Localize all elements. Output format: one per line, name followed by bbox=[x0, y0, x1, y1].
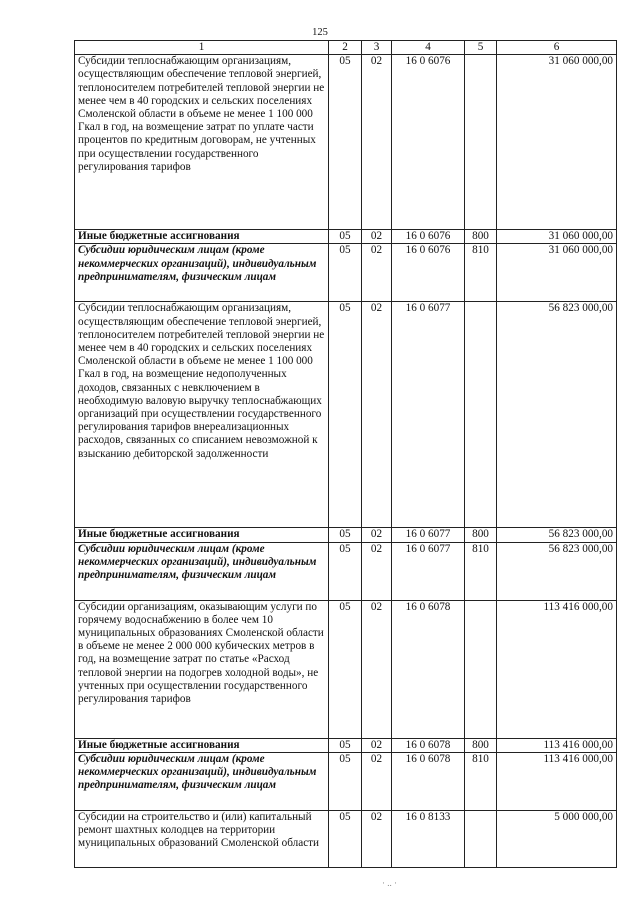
row-amount: 113 416 000,00 bbox=[497, 600, 617, 738]
row-subsection: 02 bbox=[362, 600, 392, 738]
row-target-article: 16 0 6077 bbox=[392, 302, 465, 528]
column-header: 6 bbox=[497, 41, 617, 55]
column-header: 2 bbox=[329, 41, 362, 55]
row-target-article: 16 0 6077 bbox=[392, 528, 465, 542]
row-amount: 56 823 000,00 bbox=[497, 528, 617, 542]
row-target-article: 16 0 8133 bbox=[392, 810, 465, 867]
row-subsection: 02 bbox=[362, 528, 392, 542]
table-row bbox=[75, 600, 617, 738]
row-subsection: 02 bbox=[362, 542, 392, 600]
row-name: Иные бюджетные ассигнования bbox=[75, 738, 329, 752]
row-name: Субсидии на строительство и (или) капитальный ремонт шахтных колодцев на территории муниципальных образований Смоленской области bbox=[75, 810, 329, 867]
column-header: 4 bbox=[392, 41, 465, 55]
row-section: 05 bbox=[329, 738, 362, 752]
column-header: 3 bbox=[362, 41, 392, 55]
row-section: 05 bbox=[329, 542, 362, 600]
row-subsection: 02 bbox=[362, 244, 392, 302]
table-row bbox=[75, 302, 617, 528]
row-amount: 31 060 000,00 bbox=[497, 244, 617, 302]
row-section: 05 bbox=[329, 302, 362, 528]
row-target-article: 16 0 6076 bbox=[392, 230, 465, 244]
table-row bbox=[75, 738, 617, 752]
row-name: Субсидии юридическим лицам (кроме некоммерческих организаций), индивидуальным предпринимателям, физическим лицам bbox=[75, 542, 329, 600]
table-row bbox=[75, 542, 617, 600]
table-row bbox=[75, 230, 617, 244]
row-expense-type: 810 bbox=[465, 542, 497, 600]
row-target-article: 16 0 6078 bbox=[392, 600, 465, 738]
row-expense-type: 800 bbox=[465, 738, 497, 752]
row-target-article: 16 0 6078 bbox=[392, 738, 465, 752]
row-section: 05 bbox=[329, 752, 362, 810]
row-target-article: 16 0 6078 bbox=[392, 752, 465, 810]
row-section: 05 bbox=[329, 600, 362, 738]
row-section: 05 bbox=[329, 528, 362, 542]
row-expense-type bbox=[465, 55, 497, 230]
row-amount: 113 416 000,00 bbox=[497, 738, 617, 752]
table-row bbox=[75, 810, 617, 867]
row-target-article: 16 0 6077 bbox=[392, 542, 465, 600]
row-amount: 5 000 000,00 bbox=[497, 810, 617, 867]
row-target-article: 16 0 6076 bbox=[392, 55, 465, 230]
row-expense-type: 800 bbox=[465, 528, 497, 542]
column-header: 5 bbox=[465, 41, 497, 55]
row-expense-type: 810 bbox=[465, 244, 497, 302]
row-name: Субсидии теплоснабжающим организациям, осуществляющим обеспечение тепловой энергией, теплоносителем потребителей тепловой энергии не менее чем в 40 городских и сельских поселениях Смоленской области в объеме не менее 1 100 000 Гкал в год, на возмещение недополученных доходов, связанных с невключением в необходимую валовую выручку теплоснабжающих организаций при осуществлении государственного регулирования тарифов внереализационных расходов, связанных со списанием невозможной к взысканию дебиторской задолженности bbox=[75, 302, 329, 528]
row-expense-type: 800 bbox=[465, 230, 497, 244]
row-subsection: 02 bbox=[362, 752, 392, 810]
page-number: 125 bbox=[312, 27, 328, 38]
row-subsection: 02 bbox=[362, 302, 392, 528]
table-row bbox=[75, 528, 617, 542]
header-row bbox=[75, 41, 617, 55]
table-row bbox=[75, 55, 617, 230]
row-section: 05 bbox=[329, 55, 362, 230]
row-name: Субсидии организациям, оказывающим услуги по горячему водоснабжению в более чем 10 муниципальных образованиях Смоленской области в объеме не менее 2 000 000 кубических метров в год, на возмещение затрат по статье «Расход тепловой энергии на подогрев холодной воды», не учтенных при осуществлении государственного регулирования тарифов bbox=[75, 600, 329, 738]
row-expense-type bbox=[465, 600, 497, 738]
row-subsection: 02 bbox=[362, 230, 392, 244]
row-name: Иные бюджетные ассигнования bbox=[75, 230, 329, 244]
row-amount: 56 823 000,00 bbox=[497, 302, 617, 528]
row-expense-type bbox=[465, 810, 497, 867]
row-name: Иные бюджетные ассигнования bbox=[75, 528, 329, 542]
row-section: 05 bbox=[329, 230, 362, 244]
row-expense-type bbox=[465, 302, 497, 528]
budget-table bbox=[74, 40, 617, 868]
row-subsection: 02 bbox=[362, 810, 392, 867]
row-name: Субсидии теплоснабжающим организациям, осуществляющим обеспечение тепловой энергией, теплоносителем потребителей тепловой энергии не менее чем в 40 городских и сельских поселениях Смоленской области в объеме не менее 1 100 000 Гкал в год, на возмещение затрат по уплате части процентов по кредитным договорам, не учтенных при осуществлении государственного регулирования тарифов bbox=[75, 55, 329, 230]
row-section: 05 bbox=[329, 244, 362, 302]
table-row bbox=[75, 244, 617, 302]
row-subsection: 02 bbox=[362, 738, 392, 752]
row-amount: 56 823 000,00 bbox=[497, 542, 617, 600]
table-row bbox=[75, 752, 617, 810]
scan-speckle: · .. · bbox=[382, 878, 397, 888]
row-subsection: 02 bbox=[362, 55, 392, 230]
column-header: 1 bbox=[75, 41, 329, 55]
row-amount: 31 060 000,00 bbox=[497, 55, 617, 230]
row-target-article: 16 0 6076 bbox=[392, 244, 465, 302]
row-amount: 113 416 000,00 bbox=[497, 752, 617, 810]
row-section: 05 bbox=[329, 810, 362, 867]
row-amount: 31 060 000,00 bbox=[497, 230, 617, 244]
row-name: Субсидии юридическим лицам (кроме некоммерческих организаций), индивидуальным предпринимателям, физическим лицам bbox=[75, 752, 329, 810]
row-expense-type: 810 bbox=[465, 752, 497, 810]
row-name: Субсидии юридическим лицам (кроме некоммерческих организаций), индивидуальным предпринимателям, физическим лицам bbox=[75, 244, 329, 302]
